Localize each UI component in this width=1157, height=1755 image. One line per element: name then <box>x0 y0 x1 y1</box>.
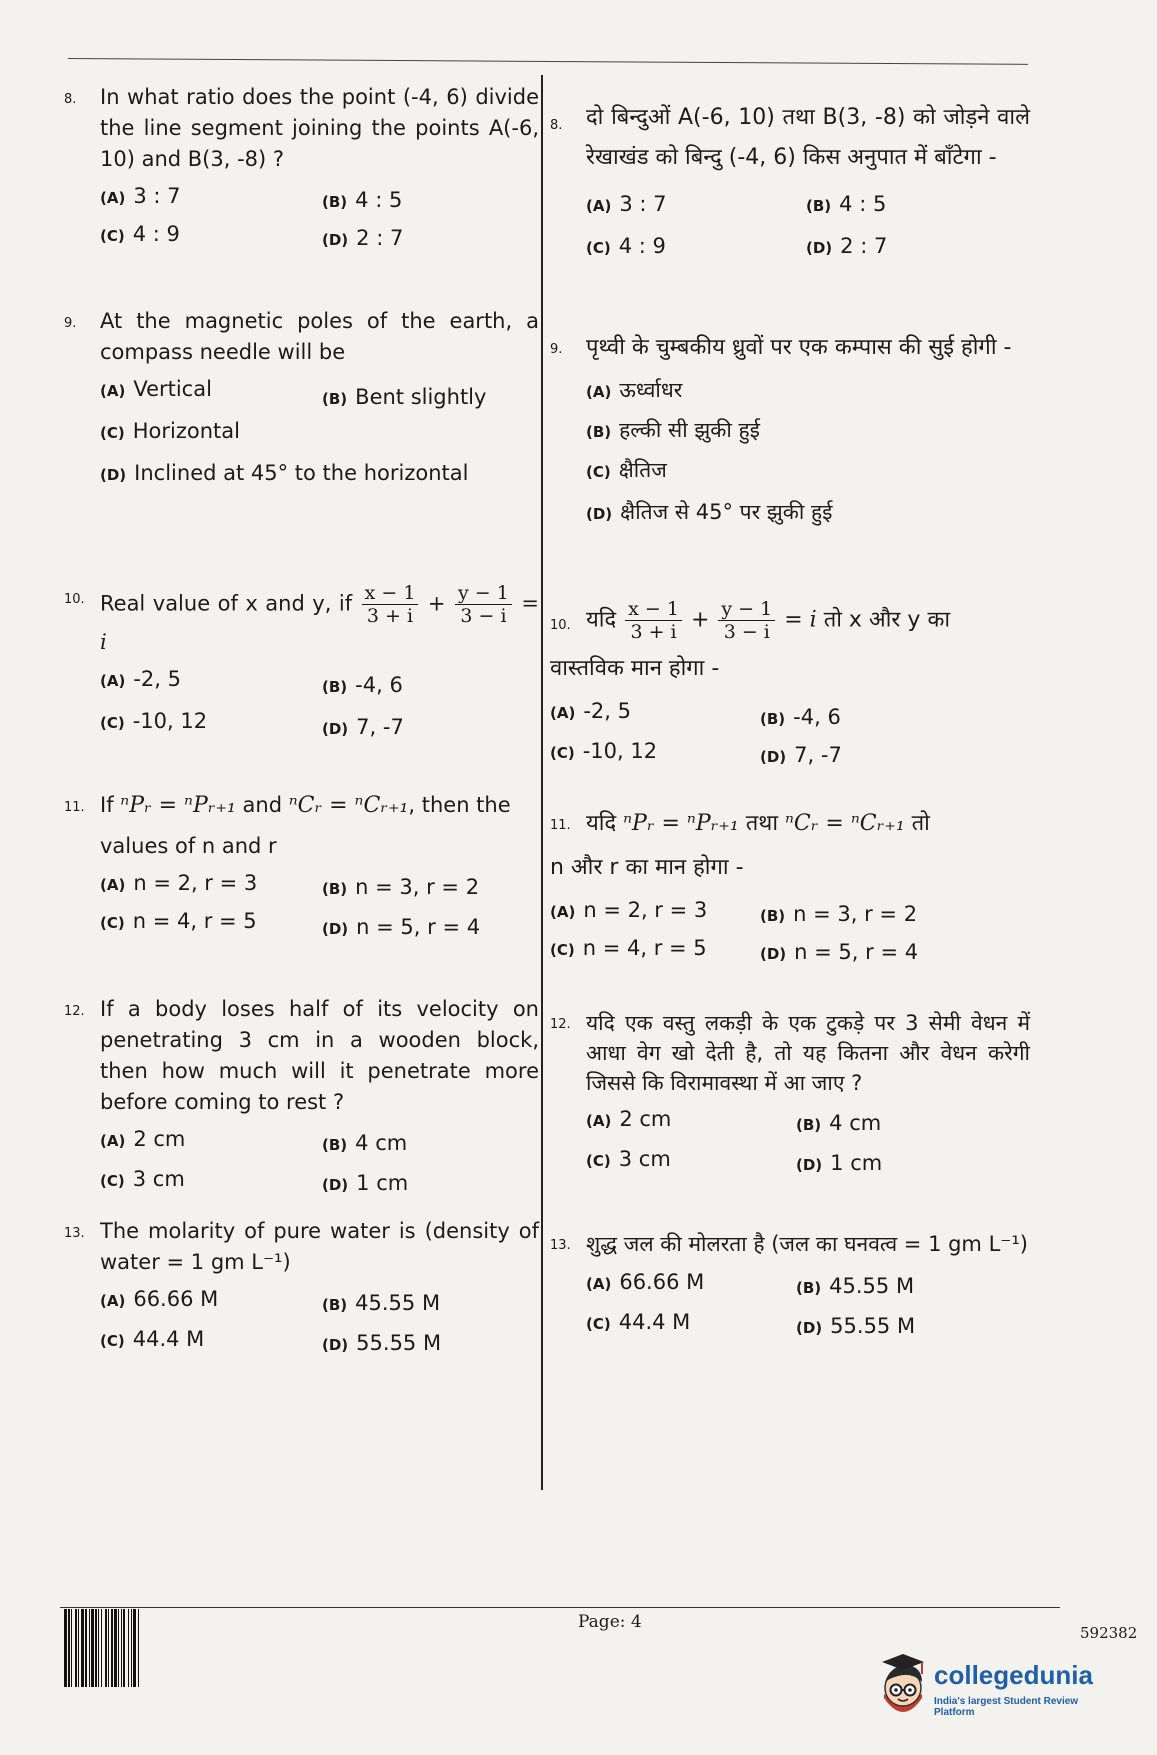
option-a: (A) 3 : 7 <box>586 192 667 216</box>
option-b: (B) Bent slightly <box>322 385 487 409</box>
brand-name: collegedunia <box>934 1660 1093 1690</box>
equation-rhs: = i <box>100 591 539 654</box>
option-a: (A) -2, 5 <box>100 667 181 691</box>
option-b: (B) 45.55 M <box>322 1291 441 1315</box>
option-b: (B) n = 3, r = 2 <box>760 902 918 926</box>
question-text: पृथ्वी के चुम्बकीय ध्रुवों पर एक कम्पास की सुई होगी - <box>586 335 1012 360</box>
question-number: 13. <box>550 1238 571 1253</box>
question-text: दो बिन्दुओं A(-6, 10) तथा B(3, -8) को जोड़ने वाले रेखाखंड को बिन्दु (-4, 6) किस अनुपात में बाँटेगा - <box>586 105 1030 170</box>
option-c: (C) क्षैतिज <box>586 458 667 482</box>
option-c: (C) n = 4, r = 5 <box>550 936 707 960</box>
option-b: (B) -4, 6 <box>760 705 841 729</box>
option-b: (B) 4 : 5 <box>806 192 887 216</box>
question-9-hi <box>550 330 1030 522</box>
question-number: 13. <box>64 1226 85 1241</box>
question-11-en <box>64 790 539 948</box>
question-text: If a body loses half of its velocity on penetrating 3 cm in a wooden block, then how much will it penetrate more before coming to rest ? <box>100 997 539 1114</box>
question-number: 9. <box>550 342 563 357</box>
question-13-hi <box>550 1228 1030 1346</box>
fraction-y: $\frac{y - 1}{3 - i}$ <box>455 582 512 627</box>
option-d: (D) 2 : 7 <box>806 234 888 258</box>
top-rule <box>68 58 1028 65</box>
option-d: (D) 7, -7 <box>760 743 842 767</box>
option-a: (A) 3 : 7 <box>100 184 181 208</box>
option-b: (B) n = 3, r = 2 <box>322 875 480 899</box>
question-8-hi <box>550 98 1030 264</box>
option-a: (A) 66.66 M <box>586 1270 705 1294</box>
question-number: 9. <box>64 316 77 331</box>
option-a: (A) 2 cm <box>586 1107 672 1131</box>
option-c: (C) 3 cm <box>586 1147 671 1171</box>
question-text: यदि ⁿPᵣ = ⁿPᵣ₊₁ तथा ⁿCᵣ = ⁿCᵣ₊₁ तो n और r का मान होगा - <box>586 806 1030 886</box>
question-text: The molarity of pure water is (density of water = 1 gm L⁻¹) <box>100 1219 539 1274</box>
question-text: शुद्ध जल की मोलरता है (जल का घनवत्व = 1 gm L⁻¹) <box>586 1232 1028 1256</box>
fraction-y: $\frac{y - 1}{3 - i}$ <box>718 598 775 643</box>
question-10-hi <box>550 598 1030 773</box>
option-c: (C) -10, 12 <box>100 709 208 733</box>
combination-equation: ⁿCᵣ = ⁿCᵣ₊₁ <box>288 793 409 818</box>
option-a: (A) Vertical <box>100 377 212 401</box>
question-number: 10. <box>550 618 571 633</box>
barcode <box>64 1609 264 1687</box>
option-a: (A) n = 2, r = 3 <box>550 898 708 922</box>
fraction-x: $\frac{x - 1}{3 + i}$ <box>362 582 419 627</box>
option-c: (C) 4 : 9 <box>100 222 180 246</box>
option-d: (D) 55.55 M <box>796 1314 916 1338</box>
question-number: 12. <box>64 1004 85 1019</box>
option-d: (D) 1 cm <box>322 1171 409 1195</box>
question-text: At the magnetic poles of the earth, a compass needle will be <box>100 309 539 364</box>
option-d: (D) 2 : 7 <box>322 226 404 250</box>
permutation-equation: ⁿPᵣ = ⁿPᵣ₊₁ <box>623 811 739 836</box>
question-9-en <box>64 306 539 494</box>
option-a: (A) n = 2, r = 3 <box>100 871 258 895</box>
option-b: (B) 4 : 5 <box>322 188 403 212</box>
option-d: (D) Inclined at 45° to the horizontal <box>100 461 469 485</box>
option-c: (C) 3 cm <box>100 1167 185 1191</box>
option-c: (C) Horizontal <box>100 419 240 443</box>
permutation-equation: ⁿPᵣ = ⁿPᵣ₊₁ <box>120 793 236 818</box>
option-d: (D) n = 5, r = 4 <box>760 940 919 964</box>
option-a: (A) 2 cm <box>100 1127 186 1151</box>
option-c: (C) n = 4, r = 5 <box>100 909 257 933</box>
option-d: (D) 55.55 M <box>322 1331 442 1355</box>
option-c: (C) -10, 12 <box>550 739 658 763</box>
question-number: 8. <box>550 118 563 133</box>
combination-equation: ⁿCᵣ = ⁿCᵣ₊₁ <box>785 811 905 836</box>
paper-code: 592382 <box>1080 1624 1138 1642</box>
question-text: If ⁿPᵣ = ⁿPᵣ₊₁ and ⁿCᵣ = ⁿCᵣ₊₁, then the values of n and r <box>100 790 539 862</box>
question-number: 10. <box>64 592 85 607</box>
question-text-prefix: Real value of x and y, if <box>100 591 353 616</box>
question-12-hi <box>550 1008 1030 1184</box>
collegedunia-logo <box>872 1648 1102 1738</box>
option-c: (C) 44.4 M <box>100 1327 205 1351</box>
question-text: यदि $\frac{x - 1}{3 + i}$ + $\frac{y - 1}{3 - i}$ = i तो x और y का वास्तविक मान होगा - <box>586 598 1030 687</box>
option-b: (B) 45.55 M <box>796 1274 915 1298</box>
question-10-en <box>64 582 539 754</box>
option-d: (D) 7, -7 <box>322 715 404 739</box>
question-text-line2: values of n and r <box>100 834 277 858</box>
option-c: (C) 4 : 9 <box>586 234 666 258</box>
option-b: (B) हल्की सी झुकी हुई <box>586 418 760 442</box>
question-number: 8. <box>64 92 77 107</box>
brand-tagline: India's largest Student Review Platform <box>934 1696 1079 1718</box>
bottom-rule <box>60 1607 1060 1608</box>
option-d: (D) n = 5, r = 4 <box>322 915 481 939</box>
question-11-hi <box>550 806 1030 972</box>
question-text: Real value of x and y, if $\frac{x - 1}{3 + i}$ + $\frac{y - 1}{3 - i}$ = i <box>100 582 539 654</box>
column-divider <box>541 75 543 1490</box>
question-number: 11. <box>550 818 571 833</box>
option-b: (B) 4 cm <box>322 1131 408 1155</box>
option-b: (B) -4, 6 <box>322 673 403 697</box>
question-8-en <box>64 82 539 261</box>
option-a: (A) ऊर्ध्वाधर <box>586 378 683 402</box>
fraction-x: $\frac{x - 1}{3 + i}$ <box>625 598 682 643</box>
question-text: In what ratio does the point (-4, 6) divide the line segment joining the points A(-6, 10) and B(3, -8) ? <box>100 85 539 171</box>
question-12-en <box>64 994 539 1204</box>
page-number: Page: 4 <box>578 1612 642 1632</box>
option-a: (A) 66.66 M <box>100 1287 219 1311</box>
mascot-icon <box>872 1648 934 1728</box>
question-number: 11. <box>64 800 85 815</box>
option-d: (D) क्षैतिज से 45° पर झुकी हुई <box>586 500 833 524</box>
question-text: यदि एक वस्तु लकड़ी के एक टुकड़े पर 3 सेमी वेधन में आधा वेग खो देती है, तो यह कितना और वेधन करेगी जिससे कि विरामावस्था में आ जाए ? <box>586 1011 1030 1095</box>
option-c: (C) 44.4 M <box>586 1310 691 1334</box>
question-text-line2: वास्तविक मान होगा - <box>550 656 720 681</box>
option-d: (D) 1 cm <box>796 1151 883 1175</box>
option-b: (B) 4 cm <box>796 1111 882 1135</box>
question-number: 12. <box>550 1017 571 1032</box>
question-13-en <box>64 1216 539 1364</box>
question-text-line2: n और r का मान होगा - <box>550 855 744 880</box>
option-a: (A) -2, 5 <box>550 699 631 723</box>
